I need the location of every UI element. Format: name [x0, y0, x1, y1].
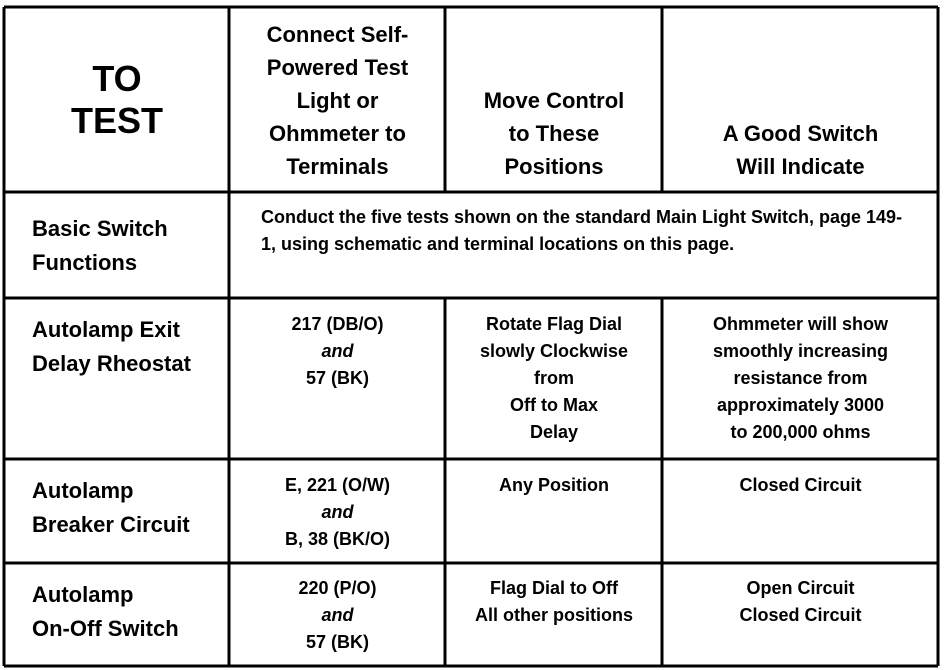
basic-switch-instructions: Conduct the five tests shown on the standard Main Light Switch, page 149-1, using schematic and terminal locations on this page. [261, 207, 903, 254]
terminal-value: B, 38 (BK/O) [284, 529, 390, 549]
terminal-value: E, 221 (O/W) [284, 475, 391, 495]
header-to-test-line-2: TEST [70, 100, 163, 141]
row-label-line-2: Functions [32, 249, 138, 275]
exit-delay-indicates [664, 311, 937, 446]
header-connect-line-5: Terminals [286, 153, 389, 179]
header-good-switch [664, 117, 937, 183]
header-connect-line-1: Connect Self- [266, 21, 409, 47]
row-label-line-1: Basic Switch [32, 215, 168, 241]
terminal-conjunction: and [321, 502, 354, 522]
terminal-value: 57 (BK) [305, 368, 369, 388]
terminal-conjunction: and [321, 605, 354, 625]
header-connect-line-4: Ohmmeter to [269, 120, 406, 146]
indicate-line: resistance from [733, 368, 868, 388]
indicate-line: Open Circuit [746, 578, 855, 598]
row-label-basic-switch [6, 194, 228, 297]
header-connect-line-3: Light or [296, 87, 379, 113]
on-off-positions [447, 575, 661, 629]
position-line: Delay [529, 422, 579, 442]
indicate-line: approximately 3000 [716, 395, 885, 415]
terminal-value: 217 (DB/O) [291, 314, 384, 334]
indicate-line: to 200,000 ohms [730, 422, 871, 442]
indicate-line: Ohmmeter will show [712, 314, 889, 334]
row-label-line-1: Autolamp [32, 582, 134, 607]
row-label-exit-delay [6, 313, 228, 381]
position-line: Flag Dial to Off [490, 578, 618, 598]
header-connect-terminals [231, 9, 444, 191]
breaker-terminals [231, 472, 444, 553]
header-to-test [6, 9, 228, 191]
on-off-terminals [231, 575, 444, 656]
header-move-line-3: Positions [504, 154, 604, 179]
breaker-positions [447, 472, 661, 499]
exit-delay-terminals [231, 311, 444, 392]
position-line: slowly Clockwise [479, 341, 629, 361]
row-label-line-1: Autolamp [32, 478, 134, 503]
indicate-line: smoothly increasing [712, 341, 889, 361]
terminal-value: 220 (P/O) [298, 578, 377, 598]
row-label-breaker-circuit [6, 474, 228, 542]
row-label-line-1: Autolamp Exit [32, 317, 180, 342]
indicate-line: Closed Circuit [739, 475, 862, 495]
position-line: Off to Max [510, 395, 598, 415]
terminal-conjunction: and [321, 341, 354, 361]
row-label-line-2: On-Off Switch [32, 616, 179, 641]
header-move-control [447, 84, 661, 183]
row-label-line-2: Delay Rheostat [32, 351, 191, 376]
header-move-line-2: to These [508, 121, 600, 146]
position-line: All other positions [474, 605, 633, 625]
on-off-indicates [664, 575, 937, 629]
position-line: from [534, 368, 574, 388]
header-good-line-2: Will Indicate [736, 154, 865, 179]
terminal-value: 57 (BK) [305, 632, 369, 652]
row-label-on-off-switch [6, 578, 228, 646]
exit-delay-positions [447, 311, 661, 446]
header-move-line-1: Move Control [483, 88, 625, 113]
header-connect-line-2: Powered Test [266, 54, 409, 80]
header-good-line-1: A Good Switch [722, 121, 879, 146]
position-line: Any Position [498, 475, 609, 495]
indicate-line: Closed Circuit [739, 605, 862, 625]
position-line: Rotate Flag Dial [485, 314, 623, 334]
breaker-indicates [664, 472, 937, 499]
row-label-line-2: Breaker Circuit [32, 512, 190, 537]
header-to-test-line-1: TO [92, 58, 142, 99]
